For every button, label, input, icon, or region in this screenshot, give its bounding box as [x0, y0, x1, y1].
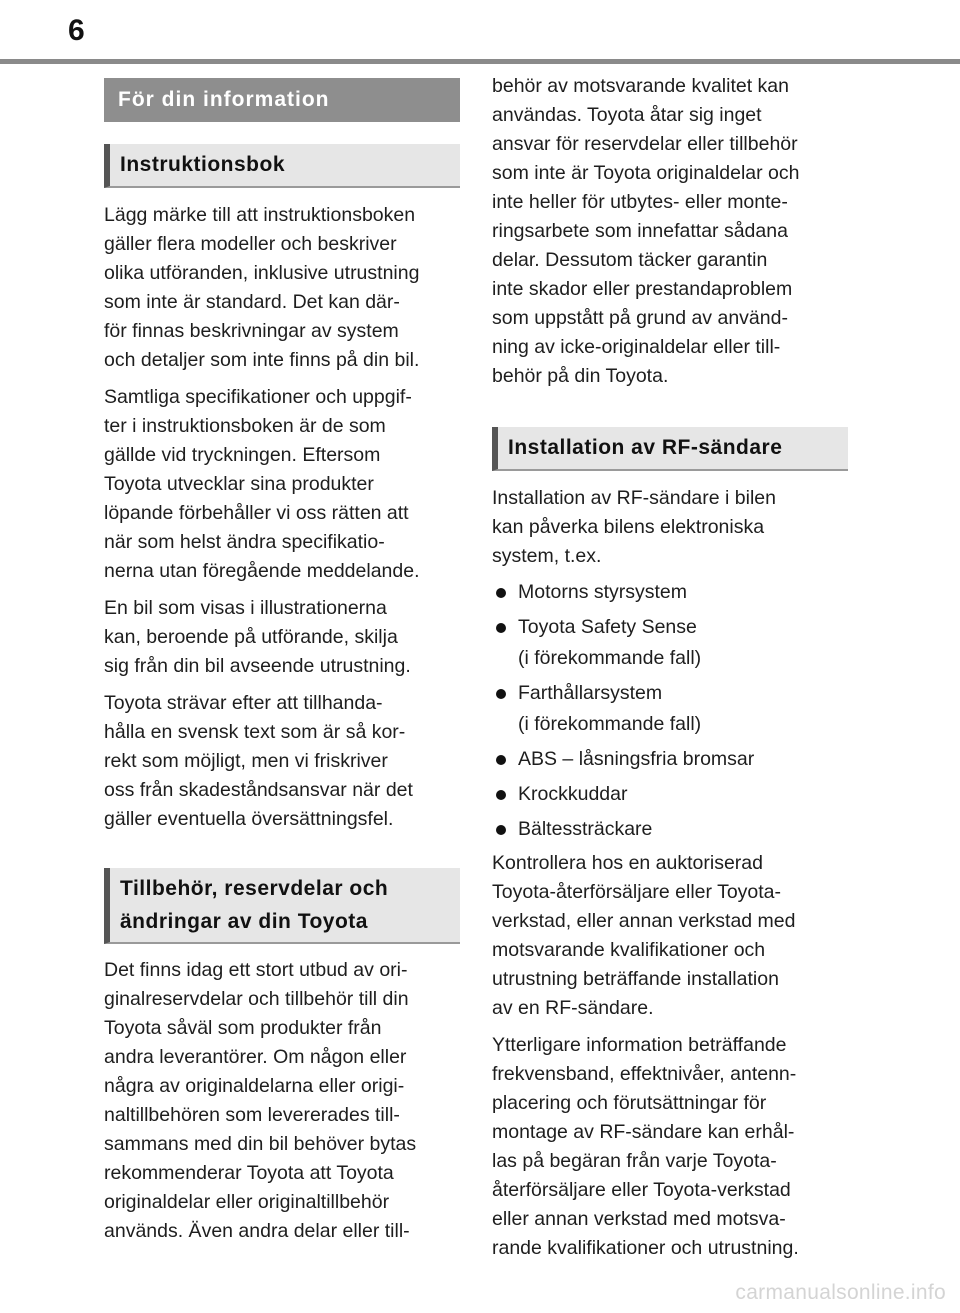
heading-line: Installation av RF-sändare [508, 436, 783, 459]
paragraph: Samtliga specifikationer och uppgif- ter i instruktionsboken är de som gällde vid tryckningen. Eftersom Toyota utvecklar sina produkter löpande förbehåller vi oss rätten att när som helst ändra specifikatio- nerna utan föregående meddelande. [104, 386, 420, 582]
bullet-icon [496, 790, 506, 800]
heading-line: Tillbehör, reservdelar och [120, 877, 389, 900]
tillbehor-body [104, 956, 460, 1246]
section-heading-rf-sandare [492, 427, 848, 471]
list-item: Bältessträckare [492, 814, 848, 845]
paragraph: Ytterligare information beträffande frekvensband, effektnivåer, antenn- placering och förutsättningar för montage av RF-sändare kan erhål- las på begäran från varje Toyota- återförsäljare eller Toyota-verkstad eller annan verkstad med motsva- rande kvalifikationer och utrustning. [492, 1034, 799, 1259]
section-heading-tillbehor [104, 868, 460, 944]
paragraph: Lägg märke till att instruktionsboken gäller flera modeller och beskriver olika utföranden, inklusive utrustning som inte är standard. Det kan där- för finnas beskrivningar av system och detaljer som inte finns på din bil. [104, 204, 420, 371]
left-column [104, 78, 460, 1246]
rf-system-list [492, 577, 848, 845]
heading-line: Instruktionsbok [120, 153, 286, 176]
list-item: Krockkuddar [492, 779, 848, 810]
right-column [492, 72, 848, 1263]
continued-paragraph: behör av motsvarande kvalitet kan användas. Toyota åtar sig inget ansvar för reservdelar eller tillbehör som inte är Toyota originaldelar och inte heller för utbytes- eller monte- ringsarbete som innefattar sådana delar. Dessutom täcker garantin inte skador eller prestandaproblem som uppstått på grund av använd- ning av icke-originaldelar eller till- behör på din Toyota. [492, 75, 800, 387]
watermark: carmanualsonline.info [735, 1281, 946, 1304]
list-item: Toyota Safety Sense (i förekommande fall) [492, 612, 848, 674]
heading-line: ändringar av din Toyota [120, 910, 368, 933]
page-number: 6 [68, 14, 85, 47]
paragraph: En bil som visas i illustrationerna kan, beroende på utförande, skilja sig från din bil avseende utrustning. [104, 597, 411, 677]
instruktionsbok-body [104, 201, 460, 834]
top-rule [0, 59, 960, 64]
bullet-icon [496, 623, 506, 633]
bullet-icon [496, 755, 506, 765]
bullet-icon [496, 588, 506, 598]
list-item: ABS – låsningsfria bromsar [492, 744, 848, 775]
rf-intro: Installation av RF-sändare i bilen kan påverka bilens elektroniska system, t.ex. [492, 487, 776, 567]
paragraph: Det finns idag ett stort utbud av ori- ginalreservdelar och tillbehör till din Toyota såväl som produkter från andra leverantörer. Om någon eller några av originaldelarna eller origi- naltillbehören som levererades till- sammans med din bil behöver bytas rekommenderar Toyota att Toyota originaldelar eller originaltillbehör används. Även andra delar eller till- [104, 959, 417, 1242]
paragraph: Kontrollera hos en auktoriserad Toyota-återförsäljare eller Toyota- verkstad, eller annan verkstad med motsvarande kvalifikationer och utrustning beträffande installation av en RF-sändare. [492, 852, 796, 1019]
list-item: Motorns styrsystem [492, 577, 848, 608]
main-heading: För din information [104, 78, 460, 122]
paragraph: Toyota strävar efter att tillhanda- hålla en svensk text som är så kor- rekt som möjligt, men vi friskriver oss från skadeståndsansvar när det gäller eventuella översättningsfel. [104, 692, 413, 830]
section-heading-instruktionsbok [104, 144, 460, 188]
bullet-icon [496, 825, 506, 835]
bullet-icon [496, 689, 506, 699]
list-item: Farthållarsystem (i förekommande fall) [492, 678, 848, 740]
